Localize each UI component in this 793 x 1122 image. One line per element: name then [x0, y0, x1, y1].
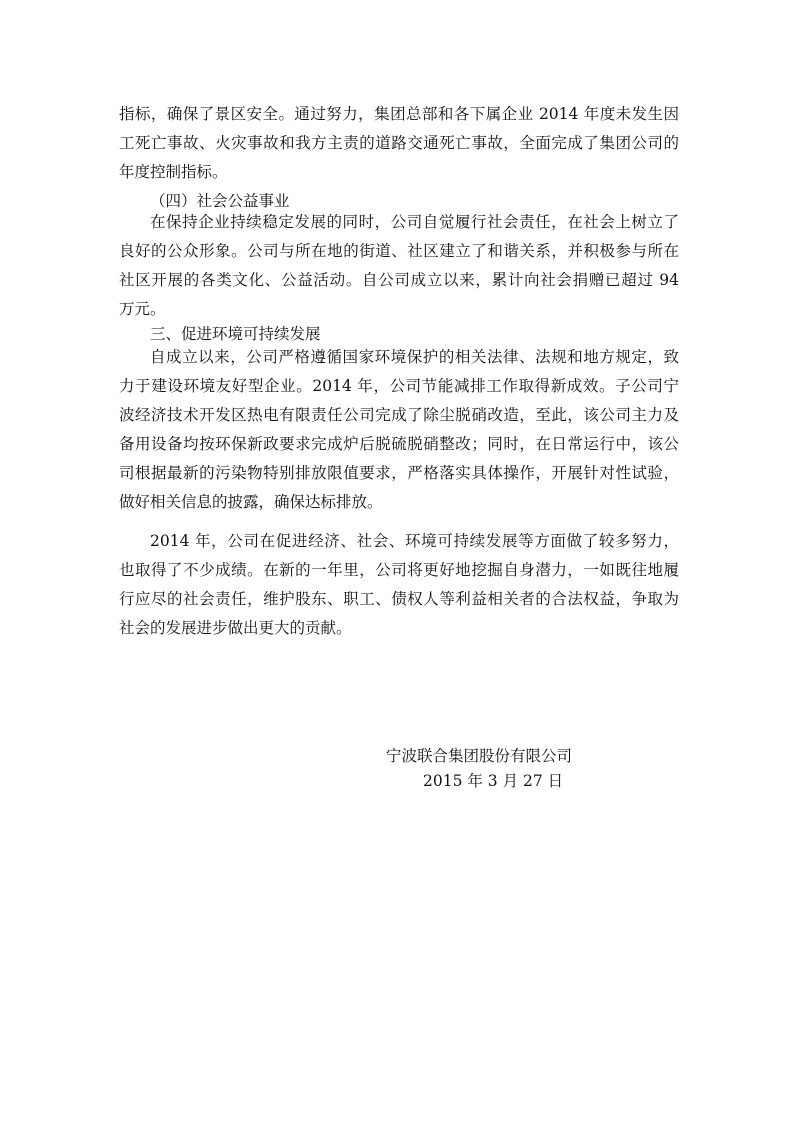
section-heading-4: （四）社会公益事业 [150, 192, 290, 210]
section-heading-3: 三、促进环境可持续发展 [150, 325, 321, 343]
paragraph-4-line-3: 行应尽的社会责任，维护股东、职工、债权人等利益相关者的合法权益，争取为 [119, 590, 679, 608]
paragraph-4-line-1: 2014 年，公司在促进经济、社会、环境可持续发展等方面做了较多努力， [150, 532, 679, 550]
paragraph-3-line-6: 做好相关信息的披露，确保达标排放。 [119, 493, 383, 511]
paragraph-2-line-4: 万元。 [119, 300, 166, 318]
paragraph-3-line-1: 自成立以来，公司严格遵循国家环境保护的相关法律、法规和地方规定，致 [150, 348, 679, 366]
paragraph-1-line-3: 年度控制指标。 [119, 163, 228, 181]
paragraph-4-line-2: 也取得了不少成绩。在新的一年里，公司将更好地挖掘自身潜力，一如既往地履 [119, 561, 679, 579]
paragraph-1-line-1: 指标，确保了景区安全。通过努力，集团总部和各下属企业 2014 年度未发生因 [119, 105, 679, 123]
paragraph-4-line-4: 社会的发展进步做出更大的贡献。 [119, 619, 352, 637]
paragraph-3-line-4: 备用设备均按环保新政要求完成炉后脱硫脱硝整改；同时，在日常运行中，该公 [119, 435, 679, 453]
signature-date: 2015 年 3 月 27 日 [423, 772, 564, 790]
paragraph-3-line-5: 司根据最新的污染物特别排放限值要求，严格落实具体操作，开展针对性试验， [119, 464, 679, 482]
paragraph-2-line-1: 在保持企业持续稳定发展的同时，公司自觉履行社会责任，在社会上树立了 [150, 213, 679, 231]
paragraph-3-line-2: 力于建设环境友好型企业。2014 年，公司节能减排工作取得新成效。子公司宁 [119, 377, 679, 395]
paragraph-3-line-3: 波经济技术开发区热电有限责任公司完成了除尘脱硝改造，至此，该公司主力及 [119, 406, 679, 424]
paragraph-2-line-3: 社区开展的各类文化、公益活动。自公司成立以来，累计向社会捐赠已超过 94 [119, 271, 679, 289]
paragraph-1-line-2: 工死亡事故、火灾事故和我方主责的道路交通死亡事故，全面完成了集团公司的 [119, 134, 679, 152]
paragraph-2-line-2: 良好的公众形象。公司与所在地的街道、社区建立了和谐关系，并积极参与所在 [119, 242, 679, 260]
signature-company: 宁波联合集团股份有限公司 [386, 747, 573, 765]
